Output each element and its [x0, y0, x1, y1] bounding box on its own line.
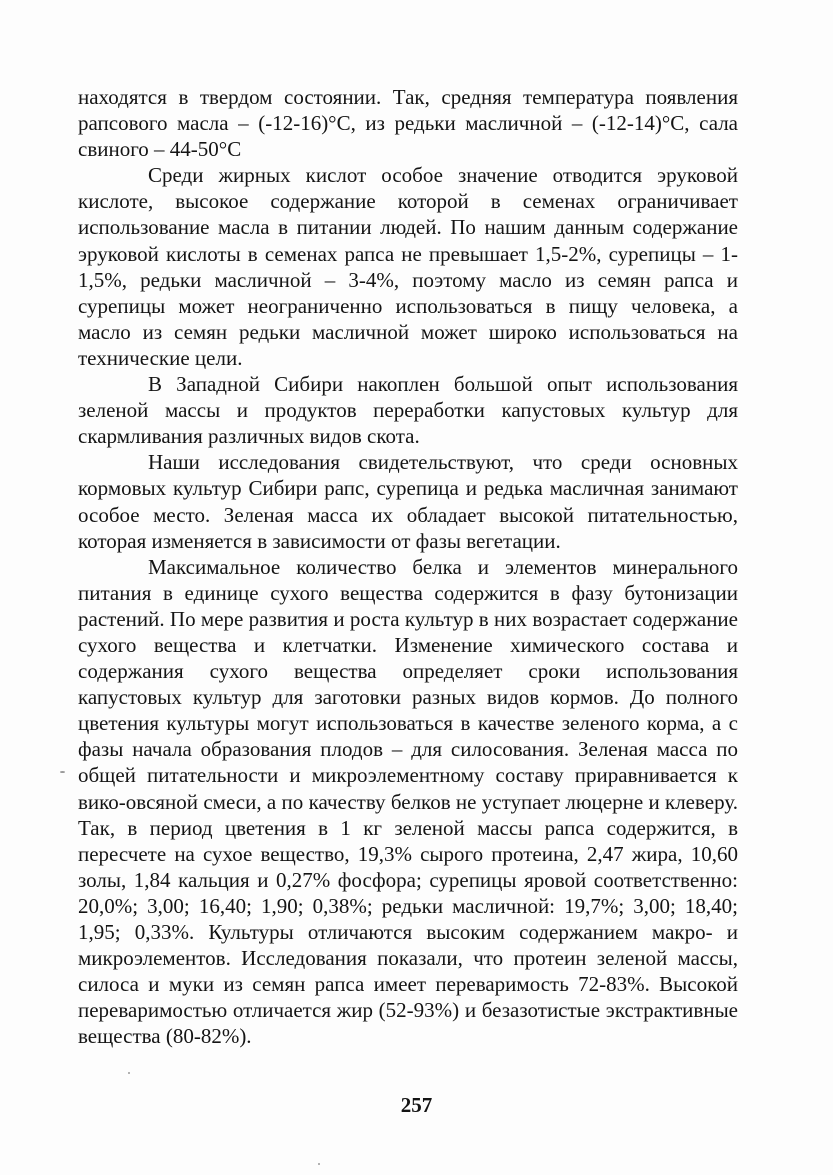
page-number: 257	[400, 1093, 433, 1117]
paragraph-erucic-acid: Среди жирных кислот особое значение отводится эруковой кислоте, высокое содержание которой в семенах ограничивает использование масла в питании людей. По нашим данным содержание эруковой кислоты в семенах рапса не превышает 1,5-2%, сурепицы – 1-1,5%, редьки масличной – 3-4%, поэтому масло из семян рапса и сурепицы может неограниченно использоваться в пищу человека, а масло из семян редьки масличной может широко использоваться на технические цели.	[78, 163, 738, 370]
paragraph-research: Наши исследования свидетельствуют, что среди основных кормовых культур Сибири рапс, сурепица и редька масличная занимают особое место. Зеленая масса их обладает высокой питательностью, которая изменяется в зависимости от фазы вегетации.	[78, 450, 738, 553]
scan-speck	[60, 771, 65, 773]
paragraph-continuation: находятся в твердом состоянии. Так, средняя температура появления рапсового масла – (-12-16)°С, из редьки масличной – (-12-14)°С, сала свиного – 44-50°С	[78, 85, 738, 162]
paragraph-protein-content: Максимальное количество белка и элементов минерального питания в единице сухого вещества содержится в фазу бутонизации растений. По мере развития и роста культур в них возрастает содержание сухого вещества и клетчатки. Изменение химического состава и содержания сухого вещества определяет сроки использования капустовых культур для заготовки разных видов кормов. До полного цветения культуры могут использоваться в качестве зеленого корма, а с фазы начала образования плодов – для силосования. Зеленая масса по общей питательности и микроэлементному составу приравнивается к вико-овсяной смеси, а по качеству белков не уступает люцерне и клеверу. Так, в период цветения в 1 кг зеленой массы рапса содержится, в пересчете на сухое вещество, 19,3% сырого протеина, 2,47 жира, 10,60 золы, 1,84 кальция и 0,27% фосфора; сурепицы яровой соответственно: 20,0%; 3,00; 16,40; 1,90; 0,38%; редьки масличной: 19,7%; 3,00; 18,40; 1,95; 0,33%. Культуры отличаются высоким содержанием макро- и микроэлементов. Исследования показали, что протеин зеленой массы, силоса и муки из семян рапса имеет переваримость 72-83%. Высокой переваримостью отличается жир (52-93%) и безазотистые экстрактивные вещества (80-82%).	[78, 554, 738, 1049]
scan-speck	[128, 1072, 130, 1074]
body-text	[78, 84, 738, 1049]
paragraph-west-siberia: В Западной Сибири накоплен большой опыт использования зеленой массы и продуктов переработки капустовых культур для скармливания различных видов скота.	[78, 372, 738, 449]
scan-speck	[318, 1163, 320, 1165]
